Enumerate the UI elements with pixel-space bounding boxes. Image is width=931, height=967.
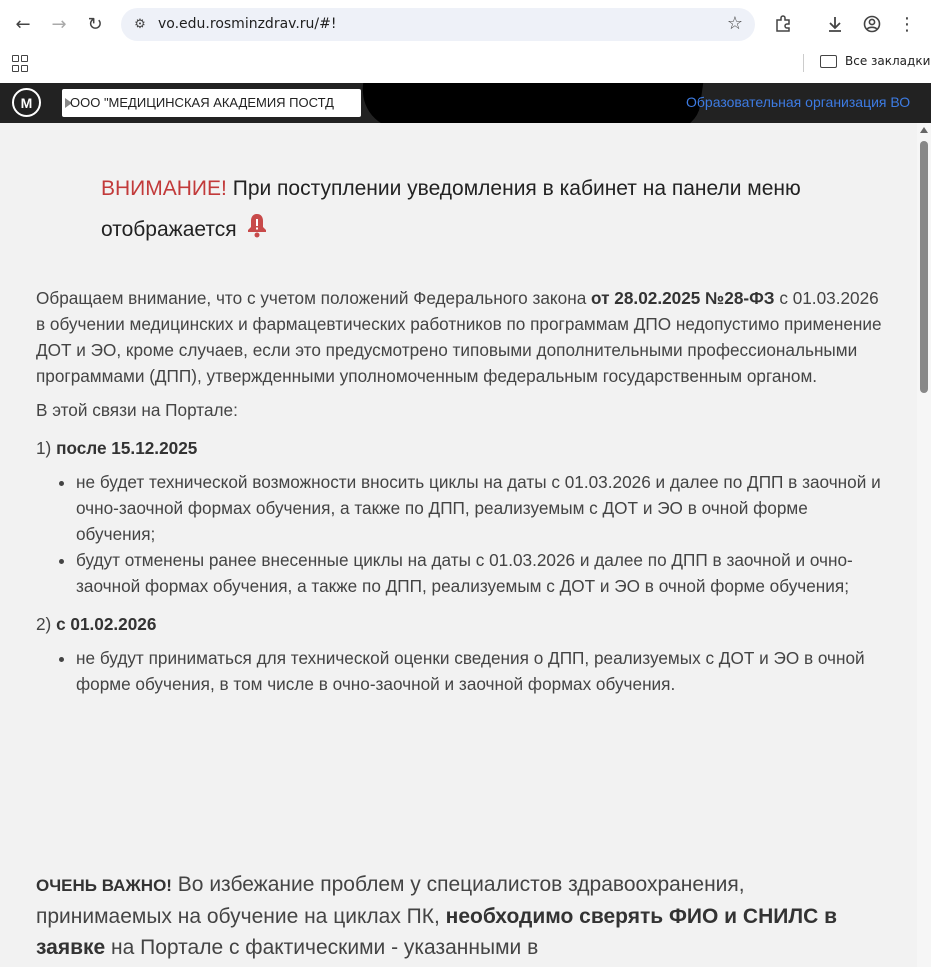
all-bookmarks-button[interactable]: [820, 54, 930, 68]
law-paragraph: [36, 285, 888, 389]
download-icon[interactable]: [822, 11, 848, 37]
reload-icon[interactable]: ↻: [87, 13, 103, 35]
org-type-link[interactable]: Образовательная организация ВО: [686, 94, 911, 110]
law-paragraph-post: с 01.03.2026 в обучении медицинских и фармацевтических работников по программам ДПО недопустимо применение ДОТ и ЭО, кроме случаев, если это предусмотрено типовыми дополнительными профессиональными программами (ДПП), утвержденными уполномоченным федеральным государственным органом.: [36, 288, 882, 386]
url-text[interactable]: vo.edu.rosminzdrav.ru/#!: [158, 16, 337, 32]
site-settings-icon[interactable]: ⚙: [134, 16, 146, 32]
menu-dots-icon[interactable]: ⋮: [898, 13, 916, 35]
site-topbar: [0, 83, 931, 123]
law-paragraph-pre: Обращаем внимание, что с учетом положений Федерального закона: [36, 288, 592, 308]
org-name: ООО "МЕДИЦИНСКАЯ АКАДЕМИЯ ПОСТД: [70, 95, 334, 110]
portal-intro: В этой связи на Портале:: [36, 400, 238, 420]
back-arrow-icon[interactable]: ←: [15, 13, 31, 35]
scrollbar-thumb[interactable]: [920, 141, 928, 393]
section-1-number: 1): [36, 438, 57, 458]
redaction-mark: [357, 83, 703, 123]
extensions-icon[interactable]: [770, 11, 796, 37]
important-block: [36, 869, 856, 963]
warning-block: [101, 168, 861, 250]
bookmarks-bar: [0, 50, 931, 78]
bookmarks-divider: [803, 54, 804, 72]
list-item: • будут отменены ранее внесенные циклы на даты с 01.03.2026 и далее по ДПП в заочной и очно-заочной формах обучения, а также по ДПП, реализуемым с ДОТ и ЭО в очной форме обучения;: [76, 547, 888, 599]
list-item: • не будут приниматься для технической оценки сведения о ДПП, реализуемых с ДОТ и ЭО в очной форме обучения, в том числе в очно-заочной и заочной формах обучения.: [76, 645, 888, 697]
section-1-heading: [36, 435, 888, 461]
page-scrollbar[interactable]: [917, 123, 931, 967]
warning-label: ВНИМАНИЕ!: [101, 177, 227, 200]
important-bold: необходимо сверять ФИО и СНИЛС в заявке: [36, 905, 837, 959]
important-text-1: Во избежание проблем у специалистов здравоохранения, принимаемых на обучение на циклах ПК,: [36, 873, 745, 928]
law-notice: [36, 285, 888, 697]
org-selector[interactable]: [62, 89, 361, 117]
folder-icon: [820, 55, 837, 68]
bell-icon: [246, 212, 268, 238]
section-2-title: с 01.02.2026: [56, 614, 157, 634]
profile-icon[interactable]: [859, 11, 885, 37]
address-bar[interactable]: [121, 8, 755, 41]
important-label: ОЧЕНЬ ВАЖНО!: [36, 876, 172, 895]
section-2-number: 2): [36, 614, 57, 634]
section-1-title: после 15.12.2025: [56, 438, 198, 458]
warning-text: При поступлении уведомления в кабинет на панели меню отображается: [101, 177, 801, 241]
forward-arrow-icon[interactable]: →: [51, 13, 67, 35]
star-icon[interactable]: ☆: [726, 13, 743, 34]
list-item: • не будет технической возможности вносить циклы на даты с 01.03.2026 и далее по ДПП в заочной и очно-заочной формах обучения, а также по ДПП, реализуемым с ДОТ и ЭО в очной форме обучения;: [76, 469, 888, 547]
notice-content: [0, 123, 917, 967]
all-bookmarks-label: Все закладки: [845, 54, 931, 68]
section-2-heading: [36, 611, 888, 637]
apps-icon[interactable]: [12, 55, 28, 71]
section-2-list: [36, 645, 888, 697]
browser-chrome: [0, 0, 931, 83]
logo-icon[interactable]: M: [12, 88, 41, 117]
important-text-2: на Портале с фактическими - указанными в: [105, 936, 539, 959]
section-1-list: [36, 469, 888, 599]
scroll-up-arrow-icon[interactable]: [920, 127, 928, 133]
law-reference: от 28.02.2025 №28-ФЗ: [591, 288, 775, 308]
